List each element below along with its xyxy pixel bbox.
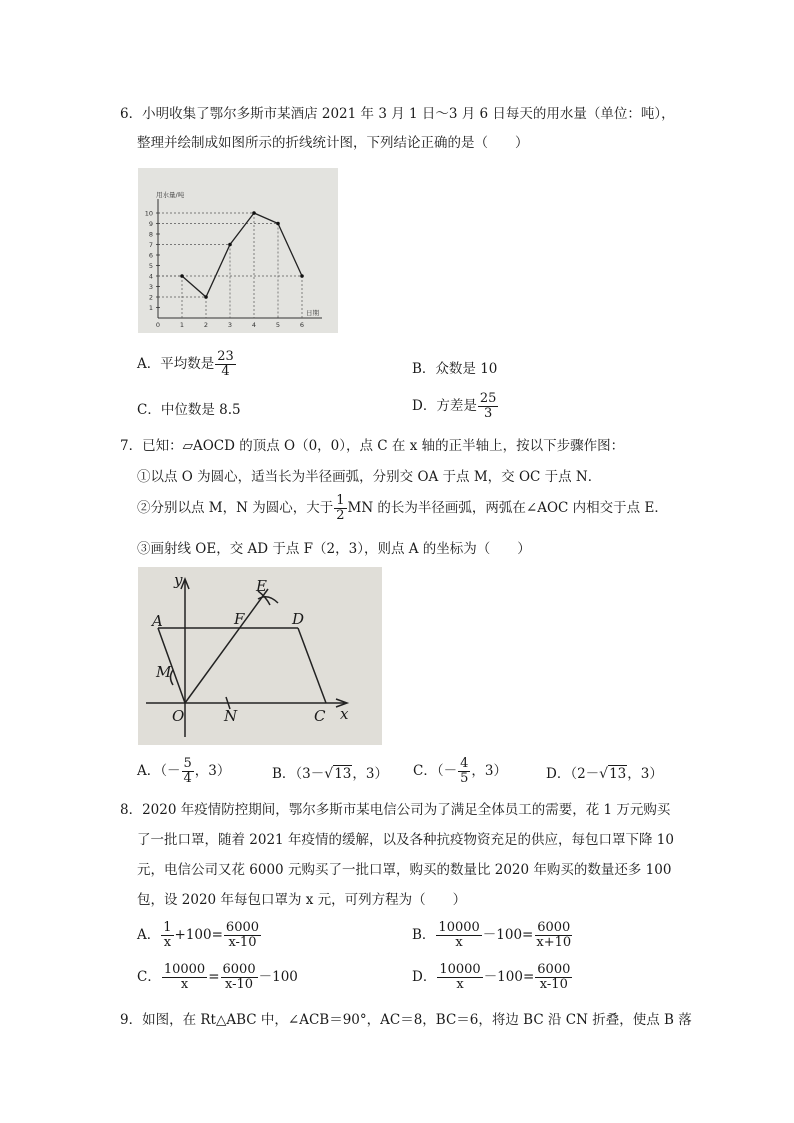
q8-option-b-den2: x+10 (536, 935, 572, 950)
q6-option-c: C．中位数是 8.5 (137, 402, 241, 418)
label-F: F (234, 610, 245, 628)
chart-y-tick-label: 6 (148, 251, 153, 260)
chart-data-point (300, 274, 304, 278)
q8-option-d-num2: 6000 (537, 962, 571, 977)
label-A: A (152, 612, 163, 630)
q7-option-a-denominator: 4 (183, 771, 192, 786)
q7-option-c: C．（－ $\frac{4}{5}$ ，3） (413, 756, 507, 786)
q8-option-c-num1: 10000 (163, 962, 206, 977)
chart-x-tick-label: 6 (299, 321, 305, 329)
q7-step2-text-a: ②分别以点 M，N 为圆心，大于 (137, 500, 334, 516)
q8-option-d-den1: x (456, 977, 464, 992)
chart-x-tick-label: 1 (179, 321, 185, 329)
q8-stem-line1: 8．2020 年疫情防控期间，鄂尔多斯市某电信公司为了满足全体员工的需要，花 1 万元购买 (120, 802, 671, 818)
chart-x-tick-label: 5 (275, 321, 281, 329)
q7-step2-text-b: MN 的长为半径画弧，两弧在∠AOC 内相交于点 E． (347, 500, 668, 516)
q7-option-a-numerator: 5 (183, 756, 192, 771)
label-y: y (174, 571, 183, 589)
q7-stem-line1: 7．已知：▱AOCD 的顶点 O（0，0），点 C 在 x 轴的正半轴上，按以下步骤作图： (120, 438, 625, 454)
q8-option-a-mid: +100= (174, 927, 223, 943)
chart-y-tick-label: 2 (148, 293, 153, 302)
q8-option-c-mid: = (208, 969, 220, 985)
q6-option-d-denominator: 3 (483, 406, 493, 421)
q8-option-d (412, 963, 573, 992)
q8-option-a-label: A． (137, 927, 161, 943)
label-x: x (340, 705, 349, 723)
q6-option-a (137, 350, 237, 379)
q7-option-b-radicand: 13 (334, 766, 352, 782)
q6-option-d (412, 392, 499, 421)
label-E: E (256, 577, 267, 595)
q6-option-a-numerator: 23 (217, 349, 234, 364)
chart-x-tick-label: 4 (251, 321, 257, 329)
q7-option-c-denominator: 5 (460, 771, 469, 786)
chart-y-tick-label: 8 (148, 230, 153, 239)
q8-option-a-den2: x-10 (228, 935, 257, 950)
q8-option-c-den1: x (180, 977, 189, 992)
chart-y-tick-label: 9 (148, 220, 153, 228)
label-D: D (292, 610, 305, 628)
label-N: N (224, 707, 238, 725)
q6-option-b: B．众数是 10 (412, 361, 498, 377)
label-M: M (156, 663, 172, 681)
q8-option-b-num1: 10000 (438, 920, 480, 935)
q8-option-d-mid: －100= (483, 969, 535, 985)
q8-option-d-den2: x-10 (539, 977, 568, 992)
chart-data-point (252, 211, 256, 215)
q8-stem-line2: 了一批口罩，随着 2021 年疫情的缓解，以及各种抗疫物资充足的供应，每包口罩下降 10 (137, 832, 674, 848)
q7-option-d-prefix: D．（2－ (546, 766, 600, 782)
q8-option-b-mid: －100= (482, 927, 534, 943)
q7-option-d: D．（2－√13，3） (546, 766, 663, 782)
q7-step2 (137, 494, 668, 523)
q7-step2-denominator: 2 (336, 508, 345, 523)
q7-option-c-prefix: C．（ (413, 763, 444, 779)
chart-data-point (204, 295, 208, 299)
q7-option-c-numerator: 4 (460, 756, 469, 771)
q6-line-chart (138, 168, 338, 333)
q7-geometry-figure (138, 567, 382, 745)
q8-option-a-num1: 1 (163, 920, 172, 935)
q8-option-b-label: B． (412, 927, 436, 943)
q9-stem-line1: 9．如图，在 Rt△ABC 中，∠ACB＝90°，AC＝8，BC＝6，将边 BC 沿 CN 折叠，使点 B 落 (120, 1012, 692, 1028)
q8-option-b-den1: x (455, 935, 463, 950)
q7-option-b: B．（3－√13，3） (272, 766, 388, 782)
label-C: C (314, 707, 326, 725)
chart-y-axis-label: 用水量/吨 (156, 191, 185, 199)
q8-option-a-num2: 6000 (225, 920, 260, 935)
chart-data-point (228, 243, 232, 247)
q6-stem-line1: 6．小明收集了鄂尔多斯市某酒店 2021 年 3 月 1 日～3 月 6 日每天的用水量（单位：吨）， (120, 106, 675, 122)
chart-y-tick-label: 10 (144, 209, 153, 218)
q7-option-d-radicand: 13 (609, 766, 627, 782)
q7-option-d-suffix: ，3） (627, 766, 663, 782)
label-O: O (172, 707, 185, 725)
q6-option-d-numerator: 25 (479, 391, 497, 406)
q8-option-a-den1: x (163, 935, 172, 950)
chart-x-axis-label: 日期 (306, 309, 319, 317)
chart-x-tick-label: 0 (155, 321, 161, 329)
q7-step1: ①以点 O 为圆心，适当长为半径画弧，分别交 OA 于点 M，交 OC 于点 N． (137, 469, 602, 485)
q7-step3: ③画射线 OE，交 AD 于点 F（2，3），则点 A 的坐标为（ ） (137, 541, 531, 557)
q8-option-d-num1: 10000 (439, 962, 481, 977)
q8-option-b-num2: 6000 (537, 920, 571, 935)
side-DC (298, 628, 326, 703)
chart-y-tick-label: 5 (148, 262, 153, 270)
q8-option-a (137, 921, 262, 950)
q8-option-c-label: C． (137, 969, 161, 985)
chart-data-point (276, 222, 280, 226)
chart-series-line (182, 213, 302, 297)
q8-option-c-num2: 6000 (222, 962, 256, 977)
q7-option-b-prefix: B．（3－ (272, 766, 325, 782)
q8-option-c-den2: x-10 (225, 977, 254, 992)
q6-stem-line2: 整理并绘制成如图所示的折线统计图，下列结论正确的是（ ） (137, 135, 529, 151)
chart-y-tick-label: 4 (148, 272, 153, 281)
q6-option-d-label: D．方差是 (412, 398, 477, 414)
chart-x-tick-label: 3 (227, 321, 233, 329)
chart-y-tick-label: 7 (148, 241, 153, 249)
q7-option-c-suffix: ，3） (471, 763, 507, 779)
q8-option-c (137, 963, 298, 992)
q8-stem-line3: 元，电信公司又花 6000 元购买了一批口罩，购买的数量比 2020 年购买的数量还多 100 (137, 862, 672, 878)
q8-option-b (412, 921, 574, 950)
q8-option-d-label: D． (412, 969, 437, 985)
chart-y-tick-label: 3 (148, 283, 153, 291)
chart-data-point (180, 274, 184, 278)
q7-option-a-suffix: ，3） (194, 763, 231, 779)
q6-option-a-label: A．平均数是 (137, 356, 215, 372)
q7-option-a-prefix: A．（ (137, 763, 167, 779)
q7-step2-numerator: 1 (336, 493, 345, 508)
ray-OE (185, 589, 268, 703)
q6-option-a-denominator: 4 (221, 364, 230, 379)
q8-option-c-tail: －100 (258, 969, 298, 985)
q7-option-a: A．（－ $\frac{5}{4}$ ，3） (137, 756, 231, 786)
chart-y-tick-label: 1 (148, 304, 153, 312)
q7-option-b-suffix: ，3） (352, 766, 388, 782)
chart-x-tick-label: 2 (203, 321, 209, 329)
q8-stem-line4: 包，设 2020 年每包口罩为 x 元，可列方程为（ ） (137, 892, 467, 908)
